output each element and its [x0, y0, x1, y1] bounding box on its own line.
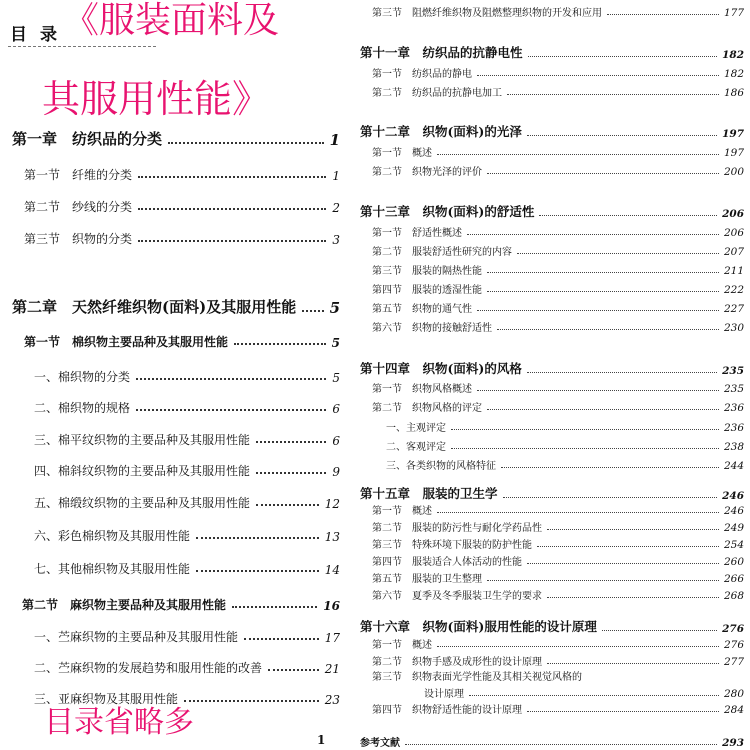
toc-entry-subsection: 七、其他棉织物及其服用性能 14 — [34, 562, 340, 577]
toc-entry-subsection: 二、客观评定 238 — [386, 441, 744, 453]
toc-entry-chapter: 第十四章 织物(面料)的风格 235 — [360, 361, 744, 377]
toc-entry-section: 第二节 织物光泽的评价 200 — [372, 166, 744, 178]
toc-entry-subsection: 一、棉织物的分类 5 — [34, 370, 340, 385]
toc-entry-section: 第二节 织物风格的评定 236 — [372, 402, 744, 414]
toc-entry-subsection: 一、主观评定 236 — [386, 422, 744, 434]
toc-entry-section: 第三节 阻燃纤维织物及阻燃整理织物的开发和应用 177 — [372, 7, 744, 19]
toc-entry-section: 第三节 织物表面光学性能及其相关视觉风格的 — [372, 672, 582, 683]
toc-entry-subsection: 三、各类织物的风格特征 244 — [386, 460, 744, 472]
toc-entry-section: 第四节 织物舒适性能的设计原理 284 — [372, 704, 744, 716]
overlay-caption: 目录省略多 — [44, 705, 194, 740]
toc-entry-section: 第三节 特殊环境下服装的防护性能 254 — [372, 539, 744, 551]
toc-entry-section: 第二节 织物手感及成形性的设计原理 277 — [372, 656, 744, 668]
toc-entry-subsection: 三、棉平纹织物的主要品种及其服用性能 6 — [34, 433, 340, 448]
toc-entry-subsection: 二、棉织物的规格 6 — [34, 401, 340, 416]
toc-entry-section: 第五节 织物的通气性 227 — [372, 303, 744, 315]
toc-entry-subsection: 二、苎麻织物的发展趋势和服用性能的改善 21 — [34, 661, 340, 676]
toc-entry-chapter: 第十五章 服装的卫生学 246 — [360, 486, 744, 502]
overlay-title-line1: 《服装面料及 — [63, 0, 280, 41]
toc-entry-section: 第一节 织物风格概述 235 — [372, 383, 744, 395]
toc-entry-section: 第六节 织物的接触舒适性 230 — [372, 322, 744, 334]
toc-entry-section: 第一节 概述 276 — [372, 639, 744, 651]
toc-entry-subsection: 六、彩色棉织物及其服用性能 13 — [34, 529, 340, 544]
heading-divider — [8, 46, 156, 47]
toc-entry-section: 第五节 服装的卫生整理 266 — [372, 573, 744, 585]
toc-entry-subsection: 一、苎麻织物的主要品种及其服用性能 17 — [34, 630, 340, 645]
toc-entry-chapter: 第十一章 纺织品的抗静电性 182 — [360, 45, 744, 61]
toc-entry-section: 第一节 舒适性概述 206 — [372, 227, 744, 239]
toc-entry-section: 第三节 织物的分类 3 — [24, 232, 340, 247]
toc-entry-section: 第二节 纺织品的抗静电加工 186 — [372, 87, 744, 99]
toc-entry-section: 第二节 麻织物主要品种及其服用性能 16 — [22, 598, 340, 613]
overlay-title-line2: 其服用性能》 — [42, 77, 271, 121]
toc-entry-chapter: 第十三章 织物(面料)的舒适性 206 — [360, 204, 744, 220]
toc-entry-subsection: 三、亚麻织物及其服用性能 23 — [34, 692, 340, 707]
toc-entry-chapter: 第十二章 织物(面料)的光泽 197 — [360, 124, 744, 140]
toc-entry-section: 第三节 服装的隔热性能 211 — [372, 265, 744, 277]
toc-entry-chapter: 第一章 纺织品的分类 1 — [12, 130, 340, 149]
toc-entry-chapter: 第十六章 织物(面料)服用性能的设计原理 276 — [360, 619, 744, 635]
toc-entry-section: 第二节 服装的防污性与耐化学药品性 249 — [372, 522, 744, 534]
toc-heading-mu: 目 — [10, 25, 27, 45]
toc-entry-section: 第一节 概述 246 — [372, 505, 744, 517]
toc-entry-section: 第一节 概述 197 — [372, 147, 744, 159]
toc-entry-continuation: 设计原理 280 — [424, 688, 744, 700]
toc-entry-section: 第四节 服装的透湿性能 222 — [372, 284, 744, 296]
toc-entry-subsection: 四、棉斜纹织物的主要品种及其服用性能 9 — [34, 464, 340, 479]
page-number: 1 — [317, 733, 326, 747]
toc-entry-section: 第四节 服装适合人体活动的性能 260 — [372, 556, 744, 568]
toc-entry-section: 第一节 纤维的分类 1 — [24, 168, 340, 183]
toc-entry-references: 参考文献 293 — [360, 737, 744, 749]
right-toc-page — [352, 0, 750, 750]
toc-heading-lu: 录 — [40, 25, 57, 45]
toc-entry-section: 第一节 纺织品的静电 182 — [372, 68, 744, 80]
toc-entry-section: 第六节 夏季及冬季服装卫生学的要求 268 — [372, 590, 744, 602]
left-toc-page — [0, 0, 352, 750]
toc-entry-section: 第二节 服装舒适性研究的内容 207 — [372, 246, 744, 258]
toc-entry-chapter: 第二章 天然纤维织物(面料)及其服用性能 5 — [12, 298, 340, 317]
toc-entry-subsection: 五、棉缎纹织物的主要品种及其服用性能 12 — [34, 496, 340, 511]
toc-entry-section: 第二节 纱线的分类 2 — [24, 200, 340, 215]
toc-entry-section: 第一节 棉织物主要品种及其服用性能 5 — [24, 335, 340, 350]
